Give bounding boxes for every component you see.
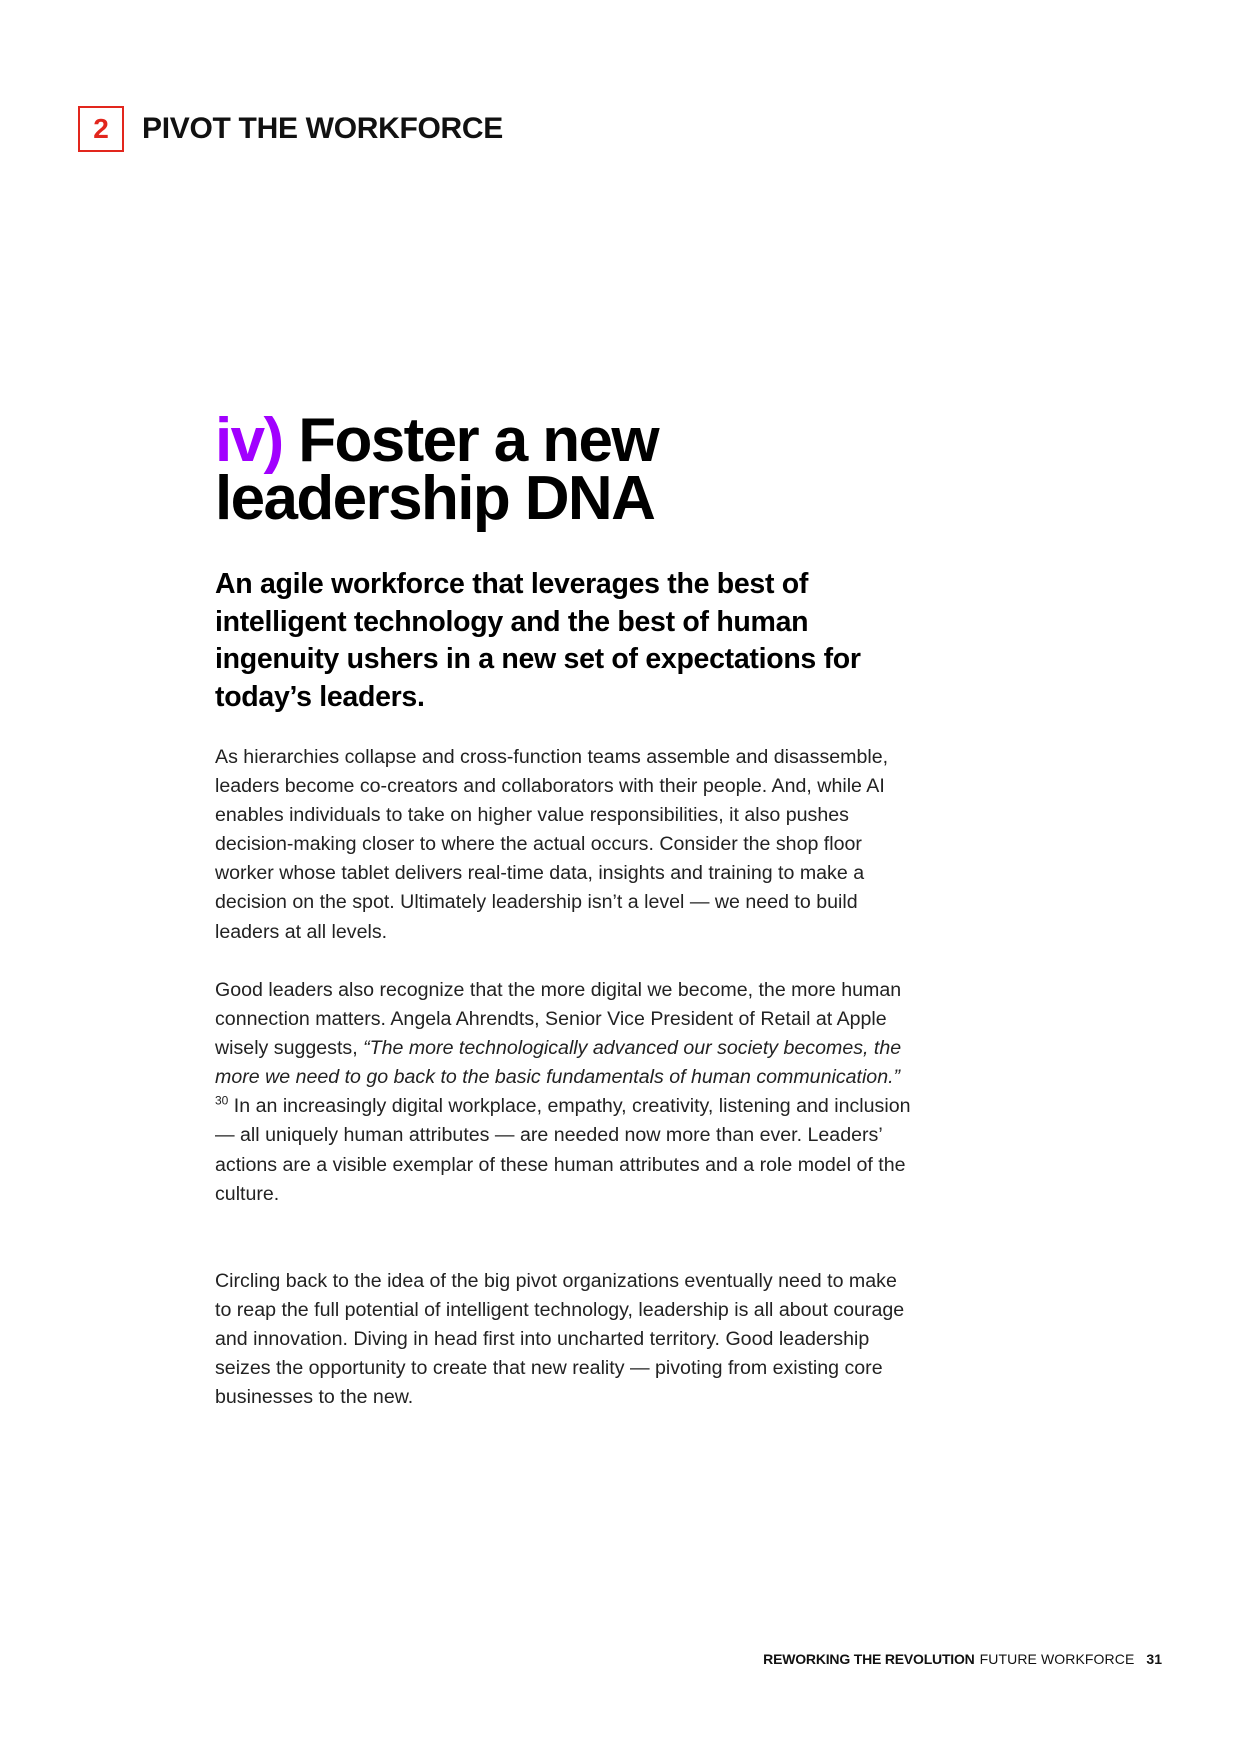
body-paragraph-2 — [215, 976, 915, 1209]
footnote-marker: 30 — [215, 1093, 229, 1108]
page-footer — [763, 1651, 1162, 1667]
footer-publication-title: REWORKING THE REVOLUTION — [763, 1651, 975, 1667]
paragraph-2-rest: In an increasingly digital workplace, empathy, creativity, listening and inclusion — all uniquely human attributes — are needed now more than ever. Leaders’ actions are a visible exemplar of these human attributes and a role model of the culture. — [215, 1095, 911, 1205]
page-title — [215, 406, 975, 533]
section-header — [78, 106, 503, 152]
section-title: PIVOT THE WORKFORCE — [142, 112, 503, 145]
page-number: 31 — [1146, 1651, 1162, 1667]
title-line-2: leadership DNA — [215, 464, 655, 533]
quote-text: “The more technologically advanced our society becomes, the more we need to go back to the basic fundamentals of human communication.” — [215, 1037, 902, 1089]
lead-paragraph: An agile workforce that leverages the best of intelligent technology and the best of human ingenuity ushers in a new set of expectations for today’s leaders. — [215, 568, 861, 713]
body-paragraph-1: As hierarchies collapse and cross-function teams assemble and disassemble, leaders become co-creators and collaborators with their people. And, while AI enables individuals to take on higher value responsibilities, it also pushes decision-making closer to where the actual occurs. Consider the shop floor worker whose tablet delivers real-time data, insights and training to make a decision on the spot. Ultimately leadership isn’t a level — we need to build leaders at all levels. — [215, 746, 889, 943]
footer-section-title: FUTURE WORKFORCE — [979, 1651, 1135, 1667]
section-number-badge: 2 — [78, 106, 124, 152]
paragraph-2-intro: Good leaders also recognize that the more digital we become, the more human connection matters. Angela Ahrendts, Senior Vice President of Retail at Apple wisely suggests, — [215, 979, 902, 1060]
body-paragraph-3: Circling back to the idea of the big pivot organizations eventually need to make to reap the full potential of intelligent technology, leadership is all about courage and innovation. Diving in head first into uncharted territory. Good leadership seizes the opportunity to create that new reality — pivoting from existing core businesses to the new. — [215, 1270, 905, 1409]
title-line-1: Foster a new — [298, 406, 658, 475]
title-numeral: iv) — [215, 406, 283, 475]
